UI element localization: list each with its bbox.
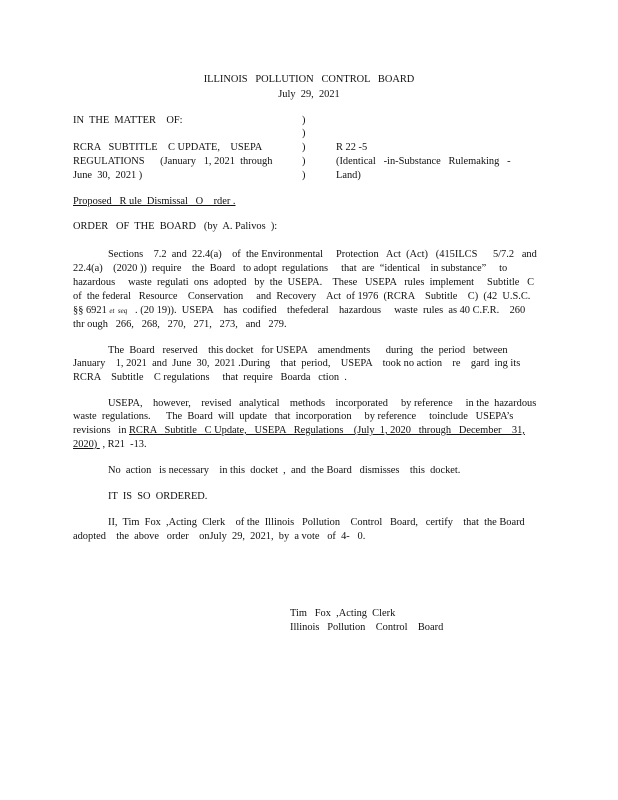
paragraph-line: Sections 7.2 and 22.4(a) of the Environmental Protection Act (Act) (415ILCS 5/7.2 and — [108, 249, 537, 260]
signature-org: Illinois Pollution Control Board — [290, 622, 444, 633]
caption-paren: ) — [302, 170, 306, 181]
paragraph-line — [73, 438, 147, 451]
paragraph-line: adopted the above order onJuly 29, 2021, by a vote of 4- 0. — [73, 531, 366, 542]
citation-text: §§ 6921 — [73, 305, 110, 316]
paragraph-line: hazardous waste regulati ons adopted by the USEPA. These USEPA rules implement Subtitle C — [73, 277, 535, 288]
paragraph-line: RCRA Subtitle C regulations that require Boarda ction . — [73, 372, 347, 383]
paragraph-line — [73, 304, 525, 318]
cited-docket-title: RCRA Subtitle C Update, USEPA Regulations (July 1, 2020 through December 31, — [129, 425, 525, 436]
paragraph-line: II, Tim Fox ,Acting Clerk of the Illinois Pollution Control Board, certify that the Board — [108, 517, 525, 528]
citation-italic: et seq — [109, 307, 128, 315]
paragraph-line: The Board reserved this docket for USEPA amendments during the period between — [108, 345, 508, 356]
caption-paren: ) — [302, 142, 306, 153]
caption-paren: ) — [302, 156, 306, 167]
paragraph-text: , R21 -13. — [99, 439, 147, 450]
paragraph-line: of the federal Resource Conservation and Recovery Act of 1976 (RCRA Subtitle C) (42 U.S.C. — [73, 291, 531, 302]
docket-number: R 22 -5 — [336, 142, 368, 153]
citation-text: . (20 19)). USEPA has codified thefederal hazardous waste rules as 40 C.F.R. 260 — [127, 305, 526, 316]
rulemaking-type: (Identical -in-Substance Rulemaking - — [336, 156, 511, 167]
rulemaking-type: Land) — [336, 170, 361, 181]
paragraph-line — [73, 424, 525, 437]
paragraph-line: No action is necessary in this docket , and the Board dismisses this docket. — [108, 465, 461, 476]
paragraph-line: 22.4(a) (2020 )) require the Board to adopt regulations that are “identical in substance” to — [73, 263, 508, 274]
board-heading: ILLINOIS POLLUTION CONTROL BOARD — [203, 74, 415, 85]
order-date: July 29, 2021 — [278, 89, 340, 100]
so-ordered: IT IS SO ORDERED. — [108, 491, 208, 502]
paragraph-line: January 1, 2021 and June 30, 2021 .During that period, USEPA took no action re gard ing its — [73, 358, 521, 369]
caption-paren: ) — [302, 128, 306, 139]
caption-title-line: June 30, 2021 ) — [73, 170, 143, 181]
paragraph-line: USEPA, however, revised analytical methods incorporated by reference in the hazardous — [108, 398, 537, 409]
in-the-matter-label: IN THE MATTER OF: — [73, 115, 183, 126]
paragraph-text: revisions in — [73, 425, 129, 436]
order-heading: ORDER OF THE BOARD (by A. Palivos ): — [73, 221, 278, 232]
caption-paren: ) — [302, 115, 306, 126]
document-subtitle: Proposed R ule Dismissal O rder . — [73, 196, 236, 207]
caption-title-line: REGULATIONS (January 1, 2021 through — [73, 156, 273, 167]
paragraph-line: waste regulations. The Board will update that incorporation by reference toinclude USEPA’s — [73, 411, 514, 422]
signature-name: Tim Fox ,Acting Clerk — [290, 608, 396, 619]
paragraph-line: thr ough 266, 268, 270, 271, 273, and 279. — [73, 319, 287, 330]
cited-docket-title: 2020) — [73, 439, 100, 450]
caption-title-line: RCRA SUBTITLE C UPDATE, USEPA — [73, 142, 263, 153]
